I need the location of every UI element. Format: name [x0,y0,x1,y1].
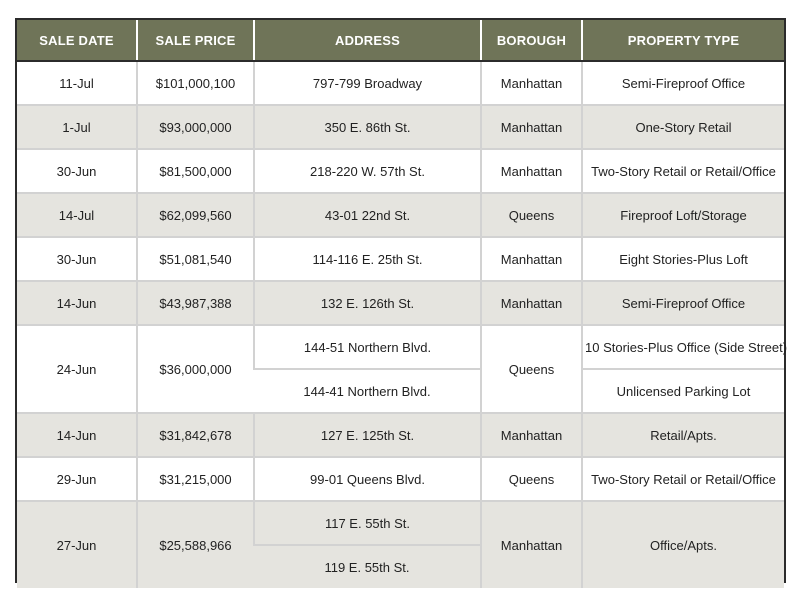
address-cell: 117 E. 55th St. [254,501,481,545]
table-row [17,237,784,281]
table-header-row [17,20,784,61]
borough-cell: Manhattan [481,237,582,281]
borough-cell: Queens [481,325,582,413]
sale-date-cell: 1-Jul [17,105,137,149]
sale-price-cell: $101,000,100 [137,61,254,105]
property-type-cell: Fireproof Loft/Storage [582,193,784,237]
sale-date-cell: 14-Jun [17,281,137,325]
sales-table-container [15,18,786,583]
borough-cell: Manhattan [481,413,582,457]
sale-price-cell: $36,000,000 [137,325,254,413]
sale-date-cell: 14-Jun [17,413,137,457]
sale-date-cell: 11-Jul [17,61,137,105]
borough-cell: Manhattan [481,105,582,149]
property-type-cell: Two-Story Retail or Retail/Office [582,149,784,193]
sale-price-cell: $62,099,560 [137,193,254,237]
borough-cell: Manhattan [481,501,582,588]
sale-date-cell: 29-Jun [17,457,137,501]
borough-cell: Manhattan [481,281,582,325]
borough-cell: Queens [481,457,582,501]
sale-price-cell: $43,987,388 [137,281,254,325]
address-cell: 218-220 W. 57th St. [254,149,481,193]
table-row [17,325,784,369]
property-type-cell: Two-Story Retail or Retail/Office [582,457,784,501]
sale-date-cell: 30-Jun [17,149,137,193]
borough-cell: Manhattan [481,149,582,193]
sale-date-cell: 14-Jul [17,193,137,237]
sale-price-cell: $31,215,000 [137,457,254,501]
borough-cell: Queens [481,193,582,237]
property-type-cell: Semi-Fireproof Office [582,281,784,325]
table-row [17,61,784,105]
address-cell: 99-01 Queens Blvd. [254,457,481,501]
borough-cell: Manhattan [481,61,582,105]
table-row [17,413,784,457]
sale-date-cell: 24-Jun [17,325,137,413]
property-type-cell: Eight Stories-Plus Loft [582,237,784,281]
address-cell: 119 E. 55th St. [254,545,481,588]
sale-date-cell: 27-Jun [17,501,137,588]
table-row [17,281,784,325]
address-cell: 350 E. 86th St. [254,105,481,149]
address-cell: 144-51 Northern Blvd. [254,325,481,369]
sale-date-cell: 30-Jun [17,237,137,281]
sale-price-cell: $81,500,000 [137,149,254,193]
property-type-cell: Semi-Fireproof Office [582,61,784,105]
table-row [17,501,784,545]
table-row [17,105,784,149]
table-row [17,193,784,237]
column-header-sale-date: SALE DATE [17,20,137,61]
address-cell: 114-116 E. 25th St. [254,237,481,281]
property-type-cell: Unlicensed Parking Lot [582,369,784,413]
table-row [17,457,784,501]
property-type-cell: One-Story Retail [582,105,784,149]
sale-price-cell: $31,842,678 [137,413,254,457]
table-row [17,149,784,193]
property-type-cell: 10 Stories-Plus Office (Side Street) [582,325,784,369]
column-header-property-type: PROPERTY TYPE [582,20,784,61]
address-cell: 127 E. 125th St. [254,413,481,457]
column-header-borough: BOROUGH [481,20,582,61]
address-cell: 132 E. 126th St. [254,281,481,325]
property-sales-table [17,20,788,588]
address-cell: 797-799 Broadway [254,61,481,105]
column-header-address: ADDRESS [254,20,481,61]
sale-price-cell: $25,588,966 [137,501,254,588]
property-type-cell: Office/Apts. [582,501,784,588]
address-cell: 144-41 Northern Blvd. [254,369,481,413]
address-cell: 43-01 22nd St. [254,193,481,237]
property-type-cell: Retail/Apts. [582,413,784,457]
column-header-sale-price: SALE PRICE [137,20,254,61]
sale-price-cell: $51,081,540 [137,237,254,281]
sale-price-cell: $93,000,000 [137,105,254,149]
